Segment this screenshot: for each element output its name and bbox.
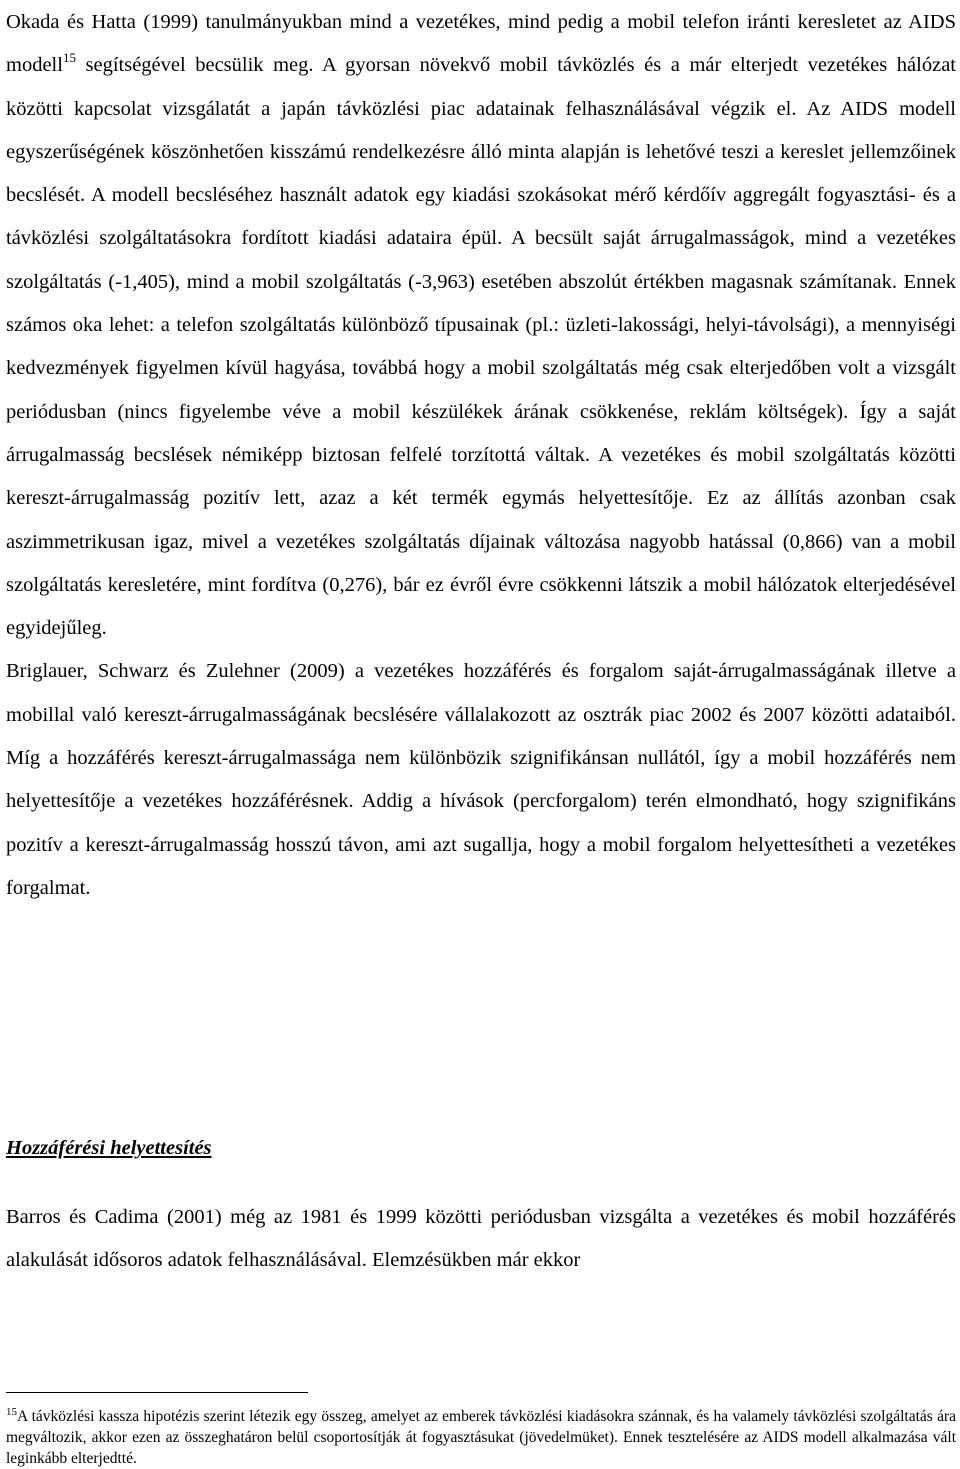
document-page xyxy=(6,0,956,1467)
footnote-reference[interactable]: 15 xyxy=(62,50,76,66)
body-paragraph-okada-hatta xyxy=(6,0,956,650)
footnote xyxy=(6,1406,956,1469)
body-paragraph-briglauer: Briglauer, Schwarz és Zulehner (2009) a vezetékes hozzáférés és forgalom saját-árrugalmasságának illetve a mobillal való kereszt-árrugalmasságának becslésére vállalakozott az osztrák piac 2002 és 2007 közötti adataiból. Míg a hozzáférés kereszt-árrugalmassága nem különbözik szignifikánsan nullától, így a mobil hozzáférés nem helyettesítője a vezetékes hozzáférésnek. Addig a hívások (percforgalom) terén elmondható, hogy szignifikáns pozitív a kereszt-árrugalmasság hosszú távon, ami azt sugallja, hogy a mobil forgalom helyettesítheti a vezetékes forgalmat. xyxy=(6,660,956,899)
footnote-text: A távközlési kassza hipotézis szerint létezik egy összeg, amelyet az emberek távközlési kiadásokra szánnak, és ha valamely távközlési szolgáltatás ára megváltozik, akkor ezen az összeghatáron belül csoportosítják át fogyasztásukat (jövedelmüket). Ennek tesztelésére az AIDS modell alkalmazása vált leginkább elterjedtté. xyxy=(6,1408,956,1467)
paragraph-text: segítségével becsülik meg. A gyorsan növekvő mobil távközlés és a már elterjedt vezetékes hálózat közötti kapcsolat vizsgálatát a japán távközlési piac adatainak felhasználásával végzik el. Az AIDS modell egyszerűségének köszönhetően kisszámú rendelkezésre álló minta alapján is lehetővé teszi a kereslet jellemzőinek becslését. A modell becsléséhez használt adatok egy kiadási szokásokat mérő kérdőív aggregált fogyasztási- és a távközlési szolgáltatásokra fordított kiadási adataira épül. A becsült saját árrugalmasságok, mind a vezetékes szolgáltatás (-1,405), mind a mobil szolgáltatás (-3,963) esetében abszolút értékben magasnak számítanak. Ennek számos oka lehet: a telefon szolgáltatás különböző típusainak (pl.: üzleti-lakossági, helyi-távolsági), a mennyiségi kedvezmények figyelmen kívül hagyása, továbbá hogy a mobil szolgáltatás még csak elterjedőben volt a vizsgált periódusban (nincs figyelembe véve a mobil készülékek árának csökkenése, reklám költségek). Így a saját árrugalmasság becslések némiképp biztosan felfelé torzítottá váltak. A vezetékes és mobil szolgáltatás közötti kereszt-árrugalmasság pozitív lett, azaz a két termék egymás helyettesítője. Ez az állítás azonban csak aszimmetrikusan igaz, mivel a vezetékes szolgáltatás díjainak változása nagyobb hatással (0,866) van a mobil szolgáltatás keresletére, mint fordítva (0,276), bár ez évről évre csökkenni látszik a mobil hálózatok elterjedésével egyidejűleg. xyxy=(6,54,956,640)
footnote-number: 15 xyxy=(6,1406,17,1418)
section-heading: Hozzáférési helyettesítés xyxy=(6,1137,212,1159)
body-paragraph-barros-cadima: Barros és Cadima (2001) még az 1981 és 1999 közötti periódusban vizsgálta a vezetékes és mobil hozzáférés alakulását idősoros adatok felhasználásával. Elemzésükben már ekkor xyxy=(6,1206,956,1272)
footnote-separator xyxy=(6,1392,308,1393)
paragraph-text: Okada és Hatta (1999) tanulmányukban mind a vezetékes, mind pedig a mobil telefon iránti keresletet az AIDS modell xyxy=(6,11,956,77)
